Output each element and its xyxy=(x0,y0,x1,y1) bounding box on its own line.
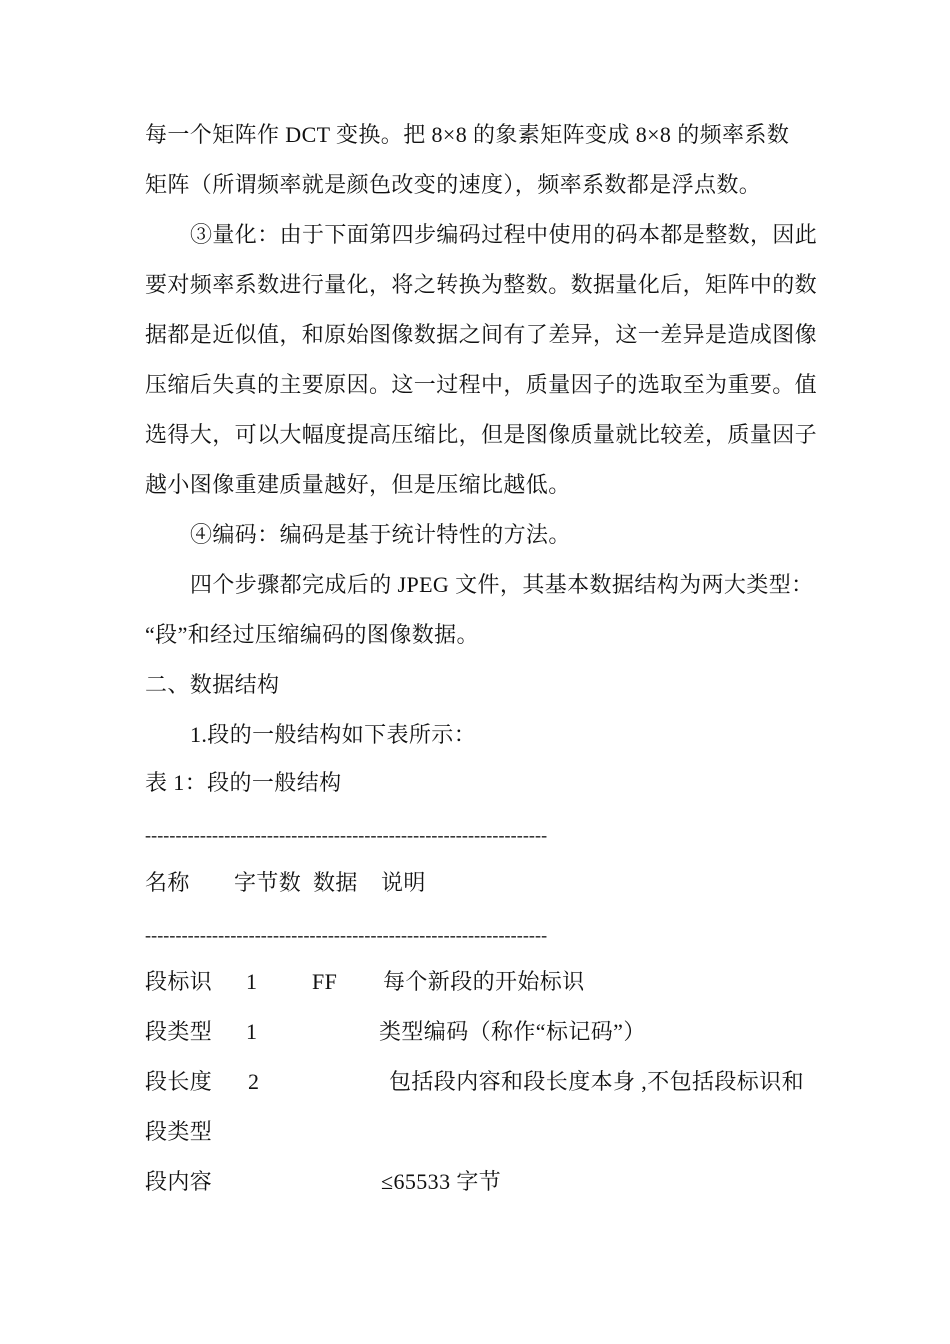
header-bytes: 字节数 xyxy=(234,870,302,895)
header-name: 名称 xyxy=(145,870,190,895)
paragraph-line: 四个步骤都完成后的 JPEG 文件，其基本数据结构为两大类型： xyxy=(190,572,814,597)
row-name: 段长度 xyxy=(145,1069,213,1094)
row-data: FF xyxy=(312,969,338,994)
table-separator: ------------------------------------------------------------------ xyxy=(145,825,548,845)
row-bytes: 2 xyxy=(248,1069,260,1094)
paragraph-line: 选得大，可以大幅度提高压缩比，但是图像质量就比较差，质量因子 xyxy=(145,422,818,447)
row-desc: 包括段内容和段长度本身 ,不包括段标识和 xyxy=(389,1069,805,1094)
row-desc: ≤65533 字节 xyxy=(381,1169,502,1194)
header-desc: 说明 xyxy=(381,870,426,895)
row-bytes: 1 xyxy=(246,1019,258,1044)
paragraph-line: 每一个矩阵作 DCT 变换。把 8×8 的象素矩阵变成 8×8 的频率系数 xyxy=(145,122,790,147)
row-name: 段标识 xyxy=(145,969,213,994)
sub-heading: 1.段的一般结构如下表所示： xyxy=(190,722,477,747)
row-desc: 每个新段的开始标识 xyxy=(383,969,585,994)
table-caption: 表 1：段的一般结构 xyxy=(145,770,342,795)
paragraph-line: ④编码：编码是基于统计特性的方法。 xyxy=(190,522,571,547)
row-desc: 类型编码（称作“标记码”） xyxy=(379,1019,646,1044)
paragraph-line: “段”和经过压缩编码的图像数据。 xyxy=(145,622,479,647)
row-bytes: 1 xyxy=(246,969,258,994)
row-name: 段内容 xyxy=(145,1169,213,1194)
section-heading: 二、数据结构 xyxy=(145,672,280,697)
paragraph-line: 压缩后失真的主要原因。这一过程中，质量因子的选取至为重要。值 xyxy=(145,372,818,397)
table-separator: ------------------------------------------------------------------ xyxy=(145,925,548,945)
paragraph-line: 越小图像重建质量越好，但是压缩比越低。 xyxy=(145,472,571,497)
header-data: 数据 xyxy=(313,870,358,895)
row-name: 段类型 xyxy=(145,1119,213,1144)
paragraph-line: ③量化：由于下面第四步编码过程中使用的码本都是整数，因此 xyxy=(190,222,818,247)
paragraph-line: 要对频率系数进行量化，将之转换为整数。数据量化后，矩阵中的数 xyxy=(145,272,818,297)
paragraph-line: 矩阵（所谓频率就是颜色改变的速度），频率系数都是浮点数。 xyxy=(145,172,762,197)
paragraph-line: 据都是近似值，和原始图像数据之间有了差异，这一差异是造成图像 xyxy=(145,322,818,347)
row-name: 段类型 xyxy=(145,1019,213,1044)
